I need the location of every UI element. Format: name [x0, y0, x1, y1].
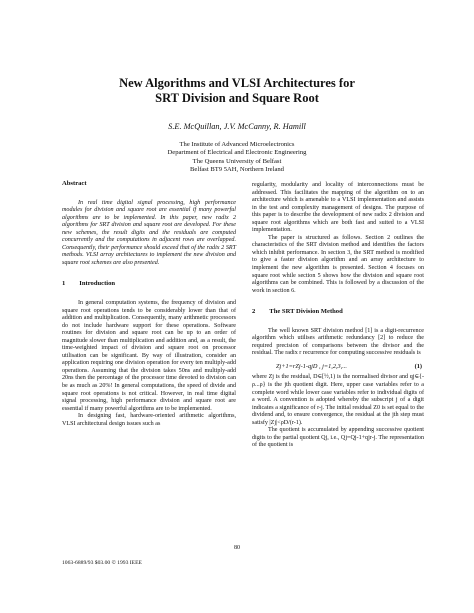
paper-title [0, 76, 474, 106]
section-number: 1 [62, 280, 66, 288]
right-column [252, 182, 424, 450]
affiliation-line: The Institute of Advanced Microelectronics [179, 141, 295, 148]
copyright-notice: 1063-6889/93 $03.00 © 1993 IEEE [62, 560, 142, 566]
author-list: S.E. McQuillan, J.V. McCanny, R. Hamill [168, 122, 306, 131]
body-paragraph: The paper is structured as follows. Section 2 outlines the characteristics of the SRT division method and identifies the factors which inhibit performance. In section 3, the SRT method is modified to give a faster division algorithm and an array architecture to implement the new algorithm is presented. Section 4 focuses on square root while section 5 shows how the division and square root algorithms can be combined. This is followed by a discussion of the work in section 6. [252, 234, 424, 294]
affiliation-line: Department of Electrical and Electronic Engineering [167, 149, 307, 157]
abstract-text: In real time digital signal processing, high performance modules for division and square root are essential if many powerful algorithms are to be implemented. In this paper, new radix 2 algorithms for SRT division and square root are developed. For these new schemes, the result digits and the residuals are computed concurrently and the computations in adjacent rows are overlapped. Consequently, their performance should exceed that of the radix 2 SRT methods. VLSI array architectures to implement the new division and square root schemes are also presented. [62, 199, 236, 266]
section-heading-srt [252, 308, 424, 316]
body-paragraph: regularity, modularity and locality of interconnections must be addressed. This facilitates the mapping of the algorithm on to an architecture which is amenable to a VLSI implementation and assists in the test and complexity management of designs. The purpose of this paper is to describe the development of new radix 2 division and square root algorithms which are both fast and suited to a VLSI implementation. [252, 182, 424, 234]
title-line-2: SRT Division and Square Root [155, 91, 319, 105]
body-paragraph: where Zj is the residual, D∈[½,1) is the normalised divisor and qj∈{-ρ...ρ} is the jth quotient digit. Here, upper case variables refer to a complete word while lower case variables refer to individual digits of a word. A convention is adopted whereby the subscript j of a digit indicates a significance of r-j. The initial residual Z0 is set equal to the dividend and, to ensure convergence, the residual at the jth step must satisfy |Zj|<ρD/(r-1). [252, 374, 424, 426]
abstract-heading: Abstract [62, 180, 87, 187]
affiliation-line: The Queens University of Belfast [192, 157, 282, 165]
page-number: 80 [233, 545, 241, 551]
affiliation-block [0, 141, 474, 175]
equation-expression: Zj+1=rZj-1-qjD , j=1,2,3,... [276, 362, 347, 370]
section-title: The SRT Division Method [269, 308, 343, 316]
body-paragraph: The quotient is accumulated by appending successive quotient digits to the partial quotient Qj, i.e., Qj=Qj-1+qjr-j. The representation of the quotient is [252, 427, 424, 449]
left-column [62, 180, 236, 428]
equation-number: (1) [414, 362, 422, 370]
equation-1 [252, 363, 424, 371]
affiliation-line: Belfast BT9 5AH, Northern Ireland [190, 166, 284, 174]
body-paragraph: In general computation systems, the frequency of division and square root operations tends to be considerably lower than that of addition and multiplication. Consequently, many arithmetic processors do not include hardware support for these operations. Software routines for division and square root can be up to an order of magnitude slower than multiplication and addition and, as a result, the time-weighted impact of division and square root on processor utilisation can be significant. By way of illustration, consider an application requiring one division operation for every ten multiply-add operations. Assuming that the division takes 50ns and multiply-add 20ns then the percentage of the processor time devoted to division can be as much as 20%! In general computations, the speed of divide and square root operations is not critical. However, in real time digital signal processing, high performance division and square root are essential if many powerful algorithms are to be implemented. [62, 300, 236, 412]
section-number: 2 [252, 308, 256, 316]
title-line-1: New Algorithms and VLSI Architectures for [119, 76, 355, 90]
section-heading-introduction [62, 280, 236, 288]
body-paragraph: In designing fast, hardware-oriented arithmetic algorithms, VLSI architectural design issues such as [62, 413, 236, 427]
section-title: Introduction [79, 280, 116, 288]
body-paragraph: The well known SRT division method [1] is a digit-recurrence algorithm which utilises arithmetic redundancy [2] to reduce the required precision of comparisons between the divisor and the residual. The radix r recurrence for computing successive residuals is [252, 327, 424, 357]
